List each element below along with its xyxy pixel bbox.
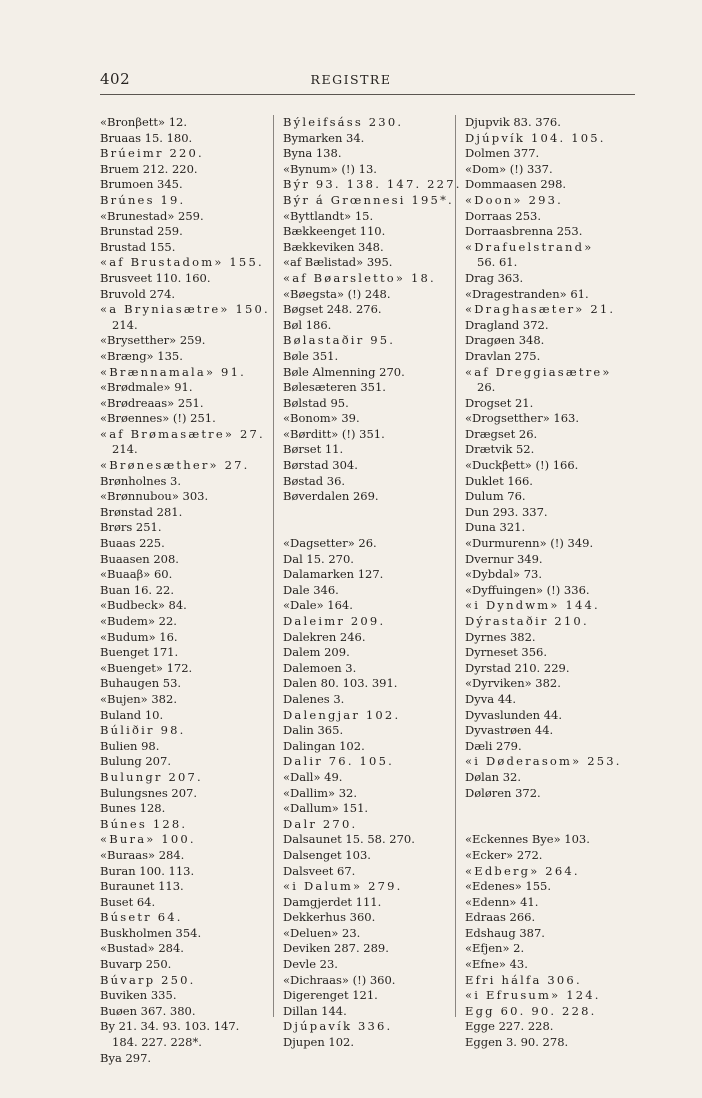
index-entry: «Eckennes Bye» 103.	[465, 832, 590, 847]
index-entry: «Draghasæter» 21.	[465, 302, 616, 317]
index-entry: Búnes 128.	[100, 816, 188, 831]
index-entry: «Drafuelstrand»	[465, 239, 594, 254]
index-entry: Djupen 102.	[283, 1035, 355, 1050]
index-entry: Býleifsáss 230.	[283, 115, 404, 129]
index-entry: Dalsveet 67.	[283, 863, 356, 878]
index-entry: Dalen 80. 103. 391.	[283, 676, 398, 691]
index-entry: Efri hálfa 306.	[465, 972, 582, 987]
index-entry: «Dom» (!) 337.	[465, 161, 553, 176]
index-entry: Djúpavík 336.	[283, 1019, 393, 1034]
index-entry: Bulung 207.	[100, 754, 171, 769]
index-entry: Edraas 266.	[465, 910, 536, 925]
index-entry: Edshaug 387.	[465, 925, 545, 940]
index-entry: «Efjen» 2.	[465, 941, 525, 956]
index-entry: Drætvik 52.	[465, 442, 535, 457]
index-entry: Dvernur 349.	[465, 551, 543, 566]
index-entry: Buvarp 250.	[100, 957, 172, 972]
index-entry: «af Dreggiasætre»	[465, 364, 612, 379]
index-entry: Bækkeviken 348.	[283, 239, 384, 254]
page-number: 402	[100, 70, 131, 88]
index-entry: «Budem» 22.	[100, 614, 177, 628]
index-entry: Buøen 367. 380.	[100, 1003, 196, 1018]
index-entry: Dalengjar 102.	[283, 707, 401, 722]
index-entry: Dorraasbrenna 253.	[465, 224, 583, 239]
index-entry: «i Dalum» 279.	[283, 879, 403, 894]
index-entry: Bulien 98.	[100, 738, 160, 753]
header-rule	[100, 94, 635, 95]
index-entry: Daleimr 209.	[283, 614, 386, 628]
index-column-3	[465, 115, 645, 1051]
index-entry: «Budbeck» 84.	[100, 598, 187, 613]
index-entry: Dyvastrøen 44.	[465, 723, 554, 738]
index-entry-continuation: 184. 227. 228*.	[112, 1035, 202, 1050]
index-entry: Buland 10.	[100, 707, 164, 722]
index-entry: Djupvik 83. 376.	[465, 115, 561, 129]
index-entry: Brønholnes 3.	[100, 473, 182, 488]
index-column-2	[283, 115, 463, 1051]
index-entry: «Edenn» 41.	[465, 894, 539, 909]
index-entry: Dekkerhus 360.	[283, 910, 376, 925]
index-entry: «Buraas» 284.	[100, 847, 185, 862]
index-entry: «Dall» 49.	[283, 769, 343, 784]
index-entry: «Ecker» 272.	[465, 847, 543, 862]
index-entry: «Dyffuingen» (!) 336.	[465, 582, 590, 597]
index-entry: Dragøen 348.	[465, 333, 545, 348]
index-entry: Dalsaunet 15. 58. 270.	[283, 832, 415, 847]
index-entry: Børset 11.	[283, 442, 344, 457]
index-entry: Dyva 44.	[465, 691, 517, 706]
index-entry-continuation: 26.	[477, 380, 496, 395]
index-entry: Dillan 144.	[283, 1003, 347, 1018]
index-entry: Dyvaslunden 44.	[465, 707, 562, 722]
index-entry: Bya 297.	[100, 1050, 152, 1065]
index-entry: Duna 321.	[465, 520, 526, 535]
index-entry: Drogset 21.	[465, 395, 534, 410]
column-divider-1	[273, 115, 274, 1017]
index-entry: Dulum 76.	[465, 489, 526, 504]
index-entry: Damgjerdet 111.	[283, 894, 382, 909]
index-entry: «Børditt» (!) 351.	[283, 426, 385, 441]
index-entry: «Brysetther» 259.	[100, 333, 206, 348]
index-entry: Djúpvík 104. 105.	[465, 130, 606, 145]
index-entry: Býr 93. 138. 147. 227.	[283, 177, 462, 192]
index-entry: Bruem 212. 220.	[100, 161, 198, 176]
index-entry: «Bronβett» 12.	[100, 115, 187, 129]
index-entry: Buran 100. 113.	[100, 863, 195, 878]
index-entry: By 21. 34. 93. 103. 147.	[100, 1019, 240, 1034]
index-entry: Dalin 365.	[283, 723, 344, 738]
index-entry: «Brøennes» (!) 251.	[100, 411, 216, 426]
index-entry: «Buenget» 172.	[100, 660, 193, 675]
index-entry: Duklet 166.	[465, 473, 533, 488]
index-entry: Bækkeenget 110.	[283, 224, 386, 239]
index-entry: Brønstad 281.	[100, 504, 183, 519]
index-entry: «Duckβett» (!) 166.	[465, 458, 579, 473]
index-entry: Dolmen 377.	[465, 146, 540, 161]
index-entry: «Dale» 164.	[283, 598, 353, 613]
index-entry: «Brødmale» 91.	[100, 380, 193, 395]
index-entry: «Bujen» 382.	[100, 691, 177, 706]
index-entry: «Efne» 43.	[465, 957, 528, 972]
index-entry: Dalem 209.	[283, 645, 350, 660]
index-entry: Bulungsnes 207.	[100, 785, 197, 800]
index-entry: Buviken 335.	[100, 988, 177, 1003]
index-entry: Búvarp 250.	[100, 972, 196, 987]
index-entry-continuation: 214.	[112, 442, 138, 457]
column-divider-2	[455, 115, 456, 1017]
index-entry: Dyrstad 210. 229.	[465, 660, 570, 675]
index-entry: «Bøegsta» (!) 248.	[283, 286, 391, 301]
index-entry: Dalsenget 103.	[283, 847, 371, 862]
index-entry: «Dragestranden» 61.	[465, 286, 589, 301]
index-entry: «Buaaβ» 60.	[100, 567, 173, 582]
index-entry: «Bustad» 284.	[100, 941, 184, 956]
index-entry: Bøstad 36.	[283, 473, 346, 488]
index-entry: Buskholmen 354.	[100, 925, 202, 940]
index-entry: Dæli 279.	[465, 738, 522, 753]
index-entry: «Dichraas» (!) 360.	[283, 972, 396, 987]
index-entry: Brørs 251.	[100, 520, 162, 535]
index-entry: Buan 16. 22.	[100, 582, 175, 597]
index-entry: «a Bryniasætre» 150.	[100, 302, 270, 317]
index-entry: Dorraas 253.	[465, 208, 542, 223]
index-entry: Devle 23.	[283, 957, 338, 972]
index-entry: «i Dyndwm» 144.	[465, 598, 600, 613]
index-entry: «af Brustadom» 155.	[100, 255, 264, 270]
index-entry: Búliðir 98.	[100, 723, 186, 738]
index-entry: Bølstad 95.	[283, 395, 349, 410]
index-entry: Døløren 372.	[465, 785, 541, 800]
index-entry: Buhaugen 53.	[100, 676, 182, 691]
index-entry: Dragland 372.	[465, 317, 549, 332]
index-entry: «af Bøarsletto» 18.	[283, 270, 436, 285]
index-entry: Buraunet 113.	[100, 879, 184, 894]
index-entry: Brusveet 110. 160.	[100, 270, 211, 285]
index-entry: Dalamarken 127.	[283, 567, 384, 582]
index-entry: «af Brømasætre» 27.	[100, 426, 265, 441]
index-entry: Buenget 171.	[100, 645, 179, 660]
index-entry: «Doon» 293.	[465, 192, 564, 207]
index-entry: Dalir 76. 105.	[283, 754, 394, 769]
index-entry: «Bræng» 135.	[100, 348, 183, 363]
index-entry: «Brunestad» 259.	[100, 208, 204, 223]
index-entry: Bøgset 248. 276.	[283, 302, 382, 317]
index-entry: Brustad 155.	[100, 239, 176, 254]
index-entry: «af Bælistad» 395.	[283, 255, 393, 270]
index-entry: Dommaasen 298.	[465, 177, 567, 192]
index-entry: Dyrnes 382.	[465, 629, 536, 644]
index-entry: Bøverdalen 269.	[283, 489, 379, 504]
index-entry: Dalekren 246.	[283, 629, 366, 644]
index-entry: Dalenes 3.	[283, 691, 345, 706]
index-entry: Bruvold 274.	[100, 286, 176, 301]
running-head: REGISTRE	[310, 72, 392, 87]
index-entry: «Dagsetter» 26.	[283, 536, 377, 551]
index-entry: Búsetr 64.	[100, 910, 183, 925]
index-entry: Brunstad 259.	[100, 224, 183, 239]
index-entry: Bøl 186.	[283, 317, 332, 332]
index-entry: Brúeimr 220.	[100, 146, 204, 161]
index-entry: Bruaas 15. 180.	[100, 130, 193, 145]
index-entry: Dalemoen 3.	[283, 660, 357, 675]
index-entry: Bymarken 34.	[283, 130, 365, 145]
index-entry: Dýrastaðir 210.	[465, 614, 589, 628]
index-entry: «Deluen» 23.	[283, 925, 361, 940]
index-entry: «Dallim» 32.	[283, 785, 358, 800]
index-entry: Bunes 128.	[100, 801, 166, 816]
index-entry: «Bura» 100.	[100, 832, 196, 847]
index-entry: Digerenget 121.	[283, 988, 378, 1003]
index-entry: «Edberg» 264.	[465, 863, 580, 878]
index-entry: «Brødreaas» 251.	[100, 395, 204, 410]
index-entry-continuation: 56. 61.	[477, 255, 518, 270]
index-entry: Dalr 270.	[283, 816, 358, 831]
index-entry: Bølesæteren 351.	[283, 380, 386, 395]
index-entry: «Edenes» 155.	[465, 879, 552, 894]
index-entry: Bulungr 207.	[100, 769, 203, 784]
index-entry: «Dyrviken» 382.	[465, 676, 561, 691]
index-entry: Børstad 304.	[283, 458, 358, 473]
index-entry: Buset 64.	[100, 894, 156, 909]
index-entry: Dølan 32.	[465, 769, 522, 784]
index-entry: «Brønesæther» 27.	[100, 458, 250, 473]
index-entry: Dal 15. 270.	[283, 551, 354, 566]
index-entry: «Bonom» 39.	[283, 411, 360, 426]
index-column-1	[100, 115, 280, 1066]
index-entry: Egge 227. 228.	[465, 1019, 554, 1034]
index-entry: Egg 60. 90. 228.	[465, 1003, 597, 1018]
index-entry: Dravlan 275.	[465, 348, 541, 363]
index-entry: «Dybdal» 73.	[465, 567, 542, 582]
index-entry: «Brønnubou» 303.	[100, 489, 209, 504]
index-entry: «i Døderasom» 253.	[465, 754, 622, 769]
index-entry: Dun 293. 337.	[465, 504, 548, 519]
index-entry: Dyrneset 356.	[465, 645, 548, 660]
index-entry: Buaas 225.	[100, 536, 165, 551]
index-entry: Byna 138.	[283, 146, 342, 161]
index-entry: Dale 346.	[283, 582, 339, 597]
index-entry: «Brænnamala» 91.	[100, 364, 246, 379]
index-entry: «Budum» 16.	[100, 629, 178, 644]
index-entry: «i Efrusum» 124.	[465, 988, 601, 1003]
index-entry: Bøle Almenning 270.	[283, 364, 405, 379]
index-entry: Bølastaðir 95.	[283, 333, 396, 348]
index-entry: «Dallum» 151.	[283, 801, 369, 816]
index-entry: Eggen 3. 90. 278.	[465, 1035, 569, 1050]
index-entry: Bøle 351.	[283, 348, 339, 363]
index-entry: Deviken 287. 289.	[283, 941, 389, 956]
index-entry: «Byttlandt» 15.	[283, 208, 374, 223]
index-entry: Brumoen 345.	[100, 177, 183, 192]
index-entry: «Durmurenn» (!) 349.	[465, 536, 594, 551]
index-entry: Brúnes 19.	[100, 192, 186, 207]
index-entry: Drag 363.	[465, 270, 524, 285]
index-entry: Dalingan 102.	[283, 738, 365, 753]
index-entry-continuation: 214.	[112, 317, 138, 332]
index-entry: Býr á Grœnnesi 195*.	[283, 192, 454, 207]
index-entry: «Drogsetther» 163.	[465, 411, 579, 426]
index-entry: Buaasen 208.	[100, 551, 179, 566]
index-entry: «Bynum» (!) 13.	[283, 161, 377, 176]
index-entry: Drægset 26.	[465, 426, 538, 441]
